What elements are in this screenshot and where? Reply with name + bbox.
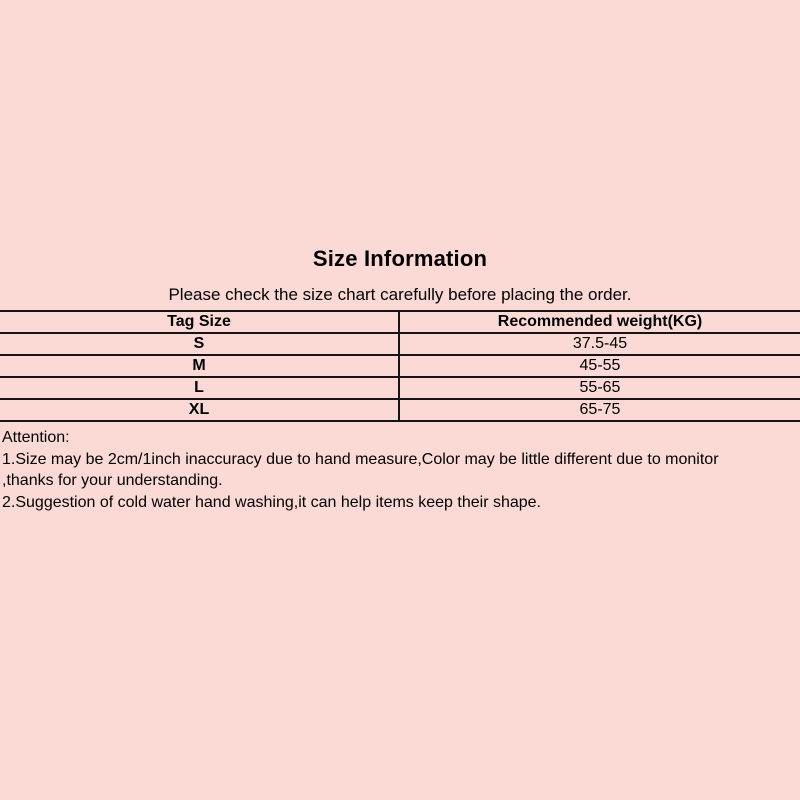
column-header-tag-size: Tag Size <box>0 311 399 333</box>
size-table <box>0 310 800 422</box>
tag-size-cell: M <box>0 355 399 377</box>
attention-heading: Attention: <box>2 429 70 446</box>
weight-cell: 55-65 <box>399 377 800 399</box>
table-row <box>0 377 800 399</box>
column-header-recommended-weight: Recommended weight(KG) <box>399 311 800 333</box>
attention-line: 2.Suggestion of cold water hand washing,it can help items keep their shape. <box>2 493 541 511</box>
table-row <box>0 333 800 355</box>
weight-cell: 45-55 <box>399 355 800 377</box>
attention-line: ,thanks for your understanding. <box>2 472 223 489</box>
weight-cell: 65-75 <box>399 399 800 421</box>
table-row <box>0 355 800 377</box>
table-row <box>0 399 800 421</box>
page-title: Size Information <box>312 246 488 271</box>
weight-cell: 37.5-45 <box>399 333 800 355</box>
tag-size-cell: S <box>0 333 399 355</box>
table-header-row <box>0 311 800 333</box>
page-subtitle: Please check the size chart carefully before placing the order. <box>168 285 632 304</box>
attention-line: 1.Size may be 2cm/1inch inaccuracy due to hand measure,Color may be little different due to monitor <box>2 450 719 468</box>
tag-size-cell: L <box>0 377 399 399</box>
attention-section <box>2 427 798 512</box>
tag-size-cell: XL <box>0 399 399 421</box>
